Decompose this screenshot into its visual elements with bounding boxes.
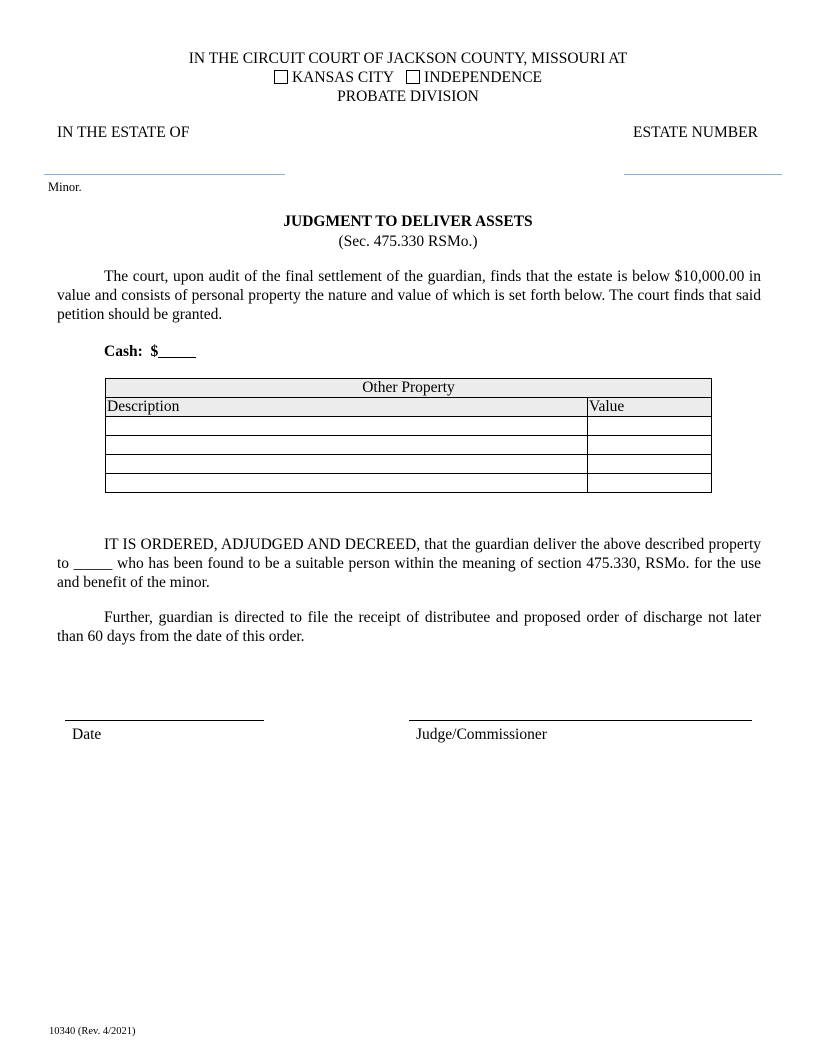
judge-signature-line[interactable] — [409, 720, 752, 721]
judgment-title: JUDGMENT TO DELIVER ASSETS — [283, 213, 533, 230]
cash-line — [104, 343, 196, 361]
cash-amount-field[interactable] — [158, 343, 196, 358]
independence-checkbox[interactable] — [406, 70, 420, 84]
estate-of-label: IN THE ESTATE OF — [57, 124, 190, 141]
findings-paragraph: The court, upon audit of the final settlement of the guardian, finds that the estate is below $10,000.00 in value and consists of personal property the nature and value of which is set forth below. The court finds that said petition should be granted. — [57, 268, 761, 323]
table-caption: Other Property — [106, 379, 712, 398]
form-number: 10340 (Rev. 4/2021) — [49, 1026, 136, 1037]
date-label: Date — [72, 726, 102, 743]
description-cell[interactable] — [106, 436, 588, 455]
minor-label: Minor. — [48, 180, 82, 194]
order-paragraph: IT IS ORDERED, ADJUDGED AND DECREED, that the guardian deliver the above described property to _____ who has been found to be a suitable person within the meaning of section 475.330, RSMo. for the use and benefit of the minor. — [57, 536, 761, 591]
cash-label: Cash: — [104, 343, 143, 360]
other-property-table — [105, 378, 712, 493]
estate-number-label: ESTATE NUMBER — [633, 124, 758, 141]
estate-name-field[interactable] — [44, 174, 285, 175]
description-header: Description — [106, 398, 588, 417]
table-row — [106, 455, 712, 474]
table-row — [106, 417, 712, 436]
independence-label: INDEPENDENCE — [424, 69, 543, 86]
location-options — [0, 68, 816, 87]
value-cell[interactable] — [588, 436, 712, 455]
description-cell[interactable] — [106, 474, 588, 493]
currency-symbol: $ — [150, 343, 159, 360]
statute-reference: (Sec. 475.330 RSMo.) — [338, 233, 478, 250]
judge-label: Judge/Commissioner — [416, 726, 547, 743]
table-row — [106, 436, 712, 455]
value-header: Value — [588, 398, 712, 417]
description-cell[interactable] — [106, 417, 588, 436]
estate-number-field[interactable] — [624, 174, 782, 175]
division-heading: PROBATE DIVISION — [337, 88, 479, 105]
kansas-city-checkbox[interactable] — [274, 70, 288, 84]
description-cell[interactable] — [106, 455, 588, 474]
further-paragraph: Further, guardian is directed to file the receipt of distributee and proposed order of discharge not later than 60 days from the date of this order. — [57, 609, 761, 645]
court-heading: IN THE CIRCUIT COURT OF JACKSON COUNTY, MISSOURI AT — [188, 50, 628, 67]
table-row — [106, 474, 712, 493]
kansas-city-label: KANSAS CITY — [291, 69, 395, 86]
value-cell[interactable] — [588, 417, 712, 436]
date-signature-line[interactable] — [65, 720, 264, 721]
value-cell[interactable] — [588, 455, 712, 474]
value-cell[interactable] — [588, 474, 712, 493]
